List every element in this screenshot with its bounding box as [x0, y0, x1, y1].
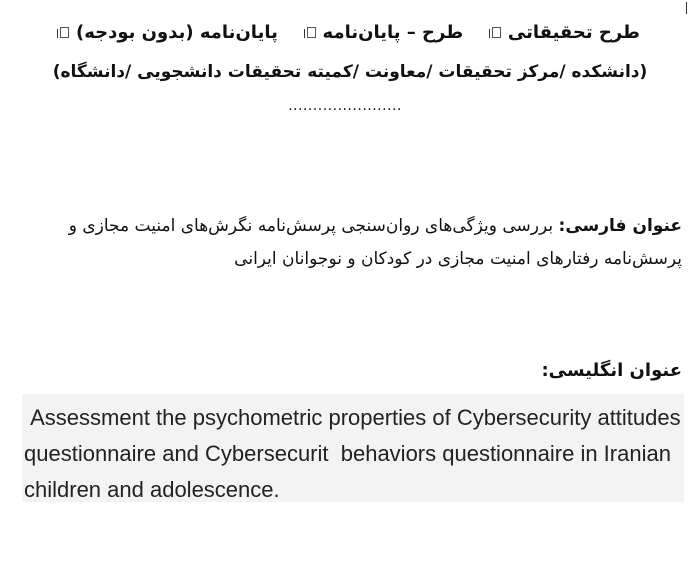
project-type-thesis-no-budget-checkbox[interactable] — [60, 27, 69, 38]
project-type-plan-thesis — [307, 22, 464, 43]
persian-title-section — [30, 210, 682, 276]
project-type-thesis-no-budget-label: پایان‌نامه (بدون بودجه) — [76, 22, 278, 43]
persian-title-label: عنوان فارسی: — [558, 216, 682, 236]
persian-title-text: بررسی ویژگی‌های روان‌سنجی پرسش‌نامه نگرش‌های امنیت مجازی و پرسش‌نامه رفتارهای امنیت مجازی در کودکان و نوجوانان ایرانی — [68, 216, 682, 269]
project-type-row — [60, 22, 640, 43]
project-type-plan-thesis-label: طرح – پایان‌نامه — [322, 22, 464, 43]
project-type-research — [492, 22, 640, 43]
project-type-research-label: طرح تحقیقاتی — [507, 22, 640, 43]
project-type-research-checkbox[interactable] — [492, 27, 501, 38]
project-type-thesis-no-budget — [60, 22, 278, 43]
corner-mark — [686, 2, 687, 14]
english-title-label: عنوان انگلیسی: — [541, 360, 682, 381]
english-title-text: Assessment the psychometric properties of Cybersecurity attitudes questionnaire and Cybersecurit behaviors questionnaire in Iranian children and adolescence. — [22, 394, 684, 502]
placeholder-dots: ....................... — [288, 98, 402, 114]
organization-line: (دانشکده /مرکز تحقیقات /معاونت /کمیته تحقیقات دانشجویی /دانشگاه) — [52, 62, 648, 82]
project-type-plan-thesis-checkbox[interactable] — [307, 27, 316, 38]
